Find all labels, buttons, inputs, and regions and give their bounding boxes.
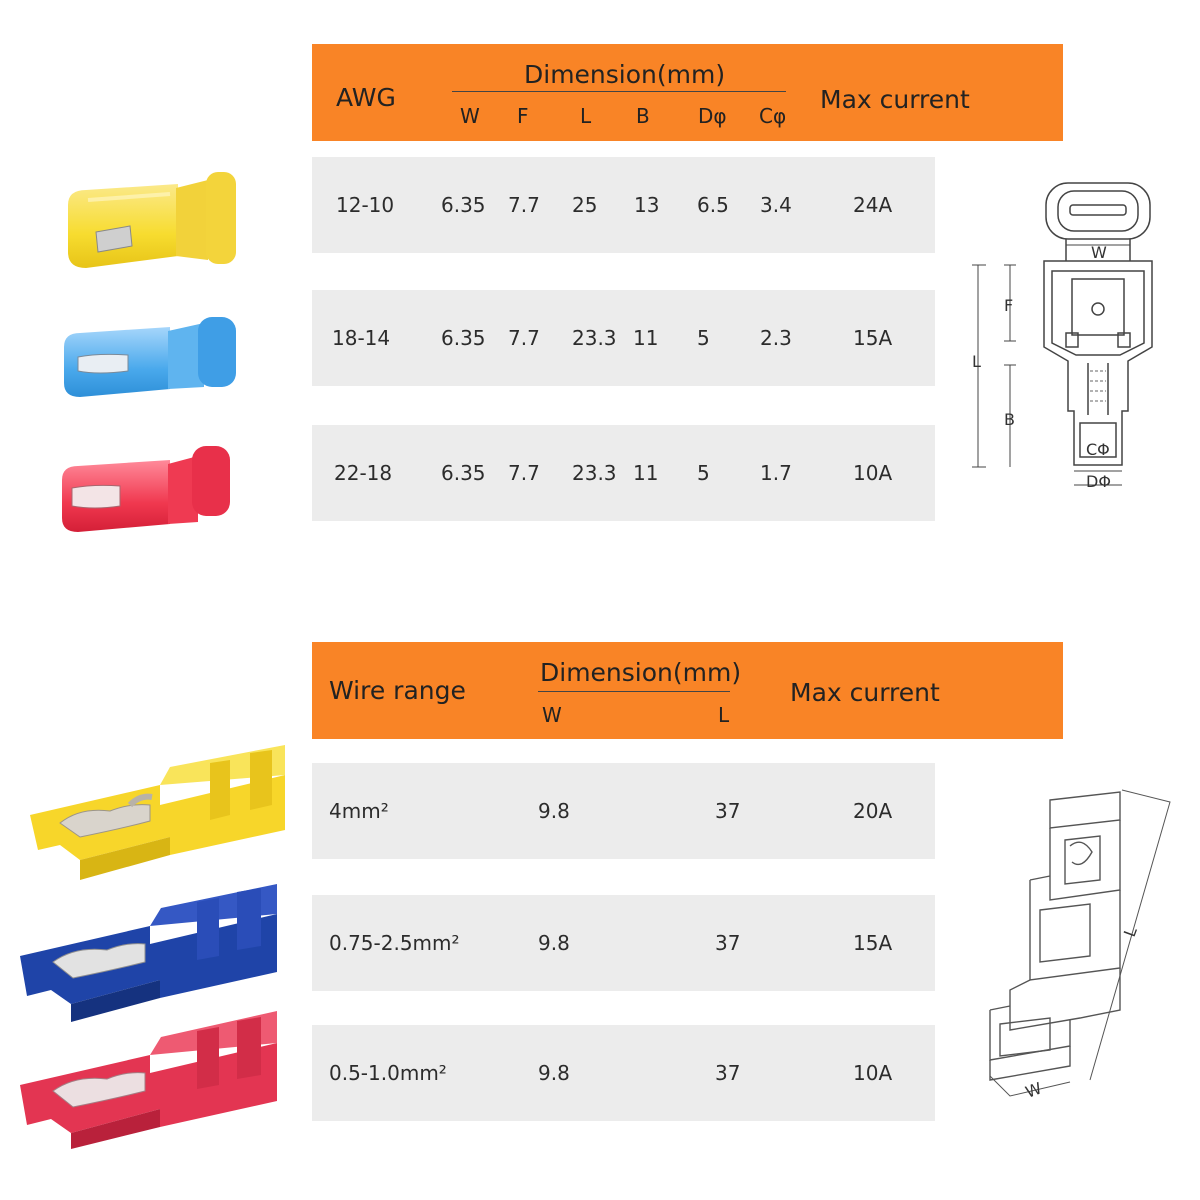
f-cell: 7.7 xyxy=(508,326,540,350)
col-l-2: L xyxy=(718,703,730,727)
blue-t-tap-connector-image xyxy=(15,880,280,1025)
f-cell: 7.7 xyxy=(508,461,540,485)
max-cell: 24A xyxy=(853,193,893,217)
diagram-label-w: W xyxy=(1091,243,1107,262)
col-l: L xyxy=(580,104,592,128)
b-cell: 13 xyxy=(634,193,660,217)
table1-header xyxy=(312,44,1063,141)
max-cell: 20A xyxy=(853,799,893,823)
awg-cell: 22-18 xyxy=(334,461,393,485)
table2-row xyxy=(312,763,935,859)
col-f: F xyxy=(517,104,529,128)
w-cell: 9.8 xyxy=(538,931,570,955)
diagram-label-l: L xyxy=(972,352,981,371)
c-cell: 1.7 xyxy=(760,461,792,485)
c-cell: 2.3 xyxy=(760,326,792,350)
awg-cell: 18-14 xyxy=(332,326,391,350)
w-cell: 9.8 xyxy=(538,799,570,823)
col-w: W xyxy=(460,104,480,128)
wire-cell: 4mm² xyxy=(329,799,389,823)
b-cell: 11 xyxy=(633,326,659,350)
wire-range-header: Wire range xyxy=(329,676,466,705)
t-tap-dimension-diagram xyxy=(970,780,1185,1110)
spade-terminal-dimension-diagram xyxy=(970,175,1170,505)
d-cell: 5 xyxy=(697,326,710,350)
t-tap-label-l: L xyxy=(1119,924,1141,940)
dimension-rule xyxy=(452,91,786,92)
w-cell: 6.35 xyxy=(441,193,486,217)
col-b: B xyxy=(636,104,650,128)
dimension-header: Dimension(mm) xyxy=(524,60,726,89)
red-spade-terminal-image xyxy=(58,440,248,550)
max-cell: 10A xyxy=(853,1061,893,1085)
l-cell: 37 xyxy=(715,1061,741,1085)
diagram-label-d: DΦ xyxy=(1086,472,1111,491)
t-tap-label-w: W xyxy=(1022,1078,1045,1102)
l-cell: 37 xyxy=(715,931,741,955)
table1-row xyxy=(312,157,935,253)
diagram-label-b: B xyxy=(1004,410,1015,429)
wire-cell: 0.5-1.0mm² xyxy=(329,1061,447,1085)
table1-row xyxy=(312,425,935,521)
f-cell: 7.7 xyxy=(508,193,540,217)
max-current-header-2: Max current xyxy=(790,678,940,707)
awg-cell: 12-10 xyxy=(336,193,395,217)
d-cell: 6.5 xyxy=(697,193,729,217)
diagram-label-f: F xyxy=(1004,296,1014,315)
l-cell: 23.3 xyxy=(572,326,617,350)
table2-row xyxy=(312,1025,935,1121)
blue-spade-terminal-image xyxy=(58,305,248,405)
d-cell: 5 xyxy=(697,461,710,485)
l-cell: 25 xyxy=(572,193,598,217)
w-cell: 9.8 xyxy=(538,1061,570,1085)
col-d: Dφ xyxy=(698,104,727,128)
w-cell: 6.35 xyxy=(441,461,486,485)
yellow-t-tap-connector-image xyxy=(20,745,290,885)
table2-row xyxy=(312,895,935,991)
table2-header xyxy=(312,642,1063,739)
diagram-label-c: CΦ xyxy=(1086,440,1110,459)
max-cell: 15A xyxy=(853,931,893,955)
l-cell: 23.3 xyxy=(572,461,617,485)
max-cell: 10A xyxy=(853,461,893,485)
max-cell: 15A xyxy=(853,326,893,350)
c-cell: 3.4 xyxy=(760,193,792,217)
max-current-header: Max current xyxy=(820,85,970,114)
l-cell: 37 xyxy=(715,799,741,823)
awg-header: AWG xyxy=(336,83,396,112)
wire-cell: 0.75-2.5mm² xyxy=(329,931,460,955)
yellow-spade-terminal-image xyxy=(58,160,248,290)
dimension-rule-2 xyxy=(538,691,730,692)
dimension-header-2: Dimension(mm) xyxy=(540,658,742,687)
w-cell: 6.35 xyxy=(441,326,486,350)
col-w-2: W xyxy=(542,703,562,727)
red-t-tap-connector-image xyxy=(15,1005,280,1150)
table1-row xyxy=(312,290,935,386)
col-c: Cφ xyxy=(759,104,787,128)
b-cell: 11 xyxy=(633,461,659,485)
